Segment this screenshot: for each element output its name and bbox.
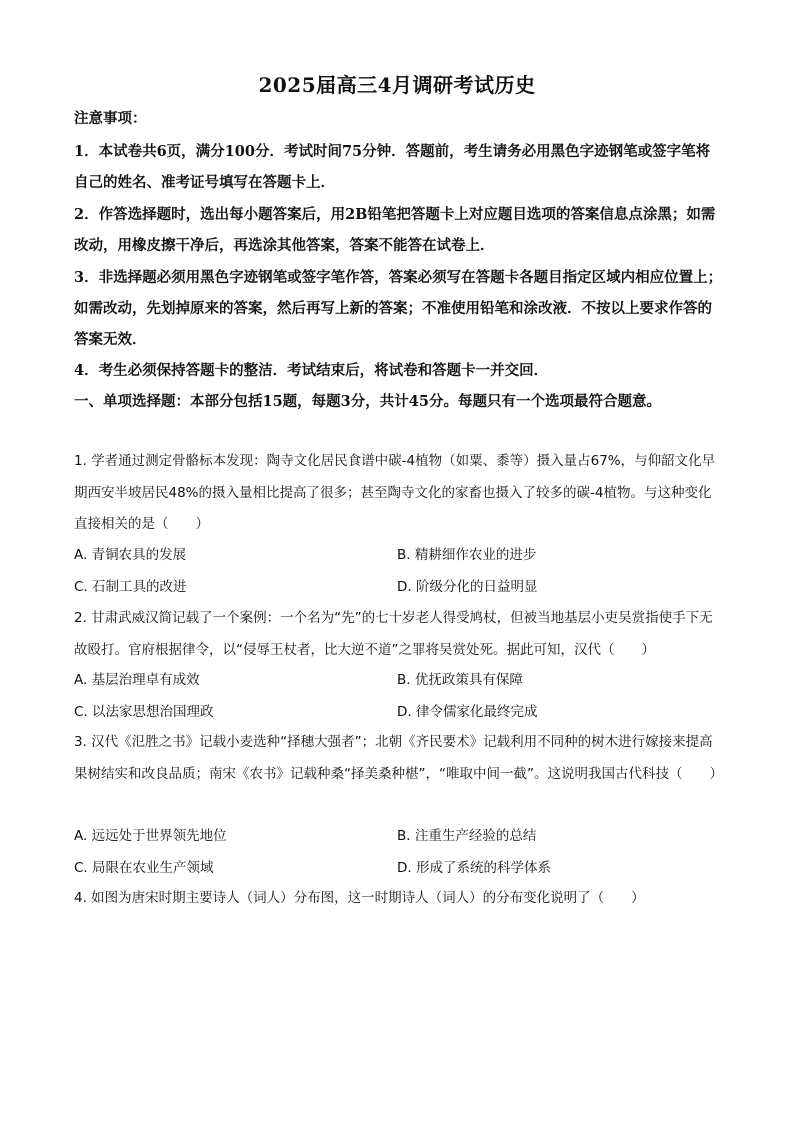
notice-item-4: 4．考生必须保持答题卡的整洁．考试结束后，将试卷和答题卡一并交回． bbox=[74, 362, 549, 379]
question-3-option-a: A. 远远处于世界领先地位 bbox=[74, 828, 227, 844]
question-1-option-a: A. 青铜农具的发展 bbox=[74, 547, 187, 563]
question-4-stem: 4. 如图为唐宋时期主要诗人（词人）分布图，这一时期诗人（词人）的分布变化说明了（ ） bbox=[74, 890, 645, 906]
notice-item-2: 2．作答选择题时，选出每小题答案后，用2B铅笔把答题卡上对应题目选项的答案信息点涂黑；如需改动，用橡皮擦干净后，再选涂其他答案，答案不能答在试卷上． bbox=[74, 206, 716, 254]
page-title: 2025届高三4月调研考试历史 bbox=[258, 73, 536, 97]
notice-item-1: 1．本试卷共6页，满分100分．考试时间75分钟．答题前，考生请务必用黑色字迹钢笔或签字笔将自己的姓名、准考证号填写在答题卡上． bbox=[74, 143, 711, 191]
question-3-stem: 3. 汉代《氾胜之书》记载小麦选种“择穗大强者”；北朝《齐民要术》记载利用不同种的树木进行嫁接来提高果树结实和改良品质；南宋《农书》记载种桑“择美桑种椹”，“唯取中间一截”。这说明我国古代科技（ ） bbox=[74, 734, 723, 782]
question-1-option-c: C. 石制工具的改进 bbox=[74, 579, 187, 595]
question-1-stem: 1. 学者通过测定骨骼标本发现：陶寺文化居民食谱中碳-4植物（如粟、黍等）摄入量占67%，与仰韶文化早期西安半坡居民48%的摄入量相比提高了很多；甚至陶寺文化的家畜也摄入了较多的碳-4植物。与这种变化直接相关的是（ ） bbox=[74, 453, 716, 532]
question-2-option-b: B. 优抚政策具有保障 bbox=[397, 672, 523, 688]
section-heading: 一、单项选择题：本部分包括15题，每题3分，共计45分。每题只有一个选项最符合题意。 bbox=[74, 393, 661, 410]
question-1-option-b: B. 精耕细作农业的进步 bbox=[397, 547, 537, 563]
question-2-option-c: C. 以法家思想治国理政 bbox=[74, 704, 214, 720]
question-3-option-b: B. 注重生产经验的总结 bbox=[397, 828, 537, 844]
notice-heading: 注意事项： bbox=[74, 110, 147, 127]
question-2-option-a: A. 基层治理卓有成效 bbox=[74, 672, 200, 688]
notice-item-3: 3．非选择题必须用黑色字迹钢笔或签字笔作答，答案必须写在答题卡各题目指定区域内相应位置上；如需改动，先划掉原来的答案，然后再写上新的答案；不准使用铅笔和涂改液．不按以上要求作答的答案无效． bbox=[74, 269, 723, 348]
question-3-option-d: D. 形成了系统的科学体系 bbox=[397, 860, 551, 876]
question-1-option-d: D. 阶级分化的日益明显 bbox=[397, 579, 538, 595]
question-3-option-c: C. 局限在农业生产领域 bbox=[74, 860, 214, 876]
question-2-stem: 2. 甘肃武威汉简记载了一个案例：一个名为“先”的七十岁老人得受鸠杖，但被当地基层小吏吴赏指使手下无故殴打。官府根据律令，以“侵辱王杖者，比大逆不道”之罪将吴赏处死。据此可知，汉代（ ） bbox=[74, 610, 713, 658]
question-2-option-d: D. 律令儒家化最终完成 bbox=[397, 704, 538, 720]
